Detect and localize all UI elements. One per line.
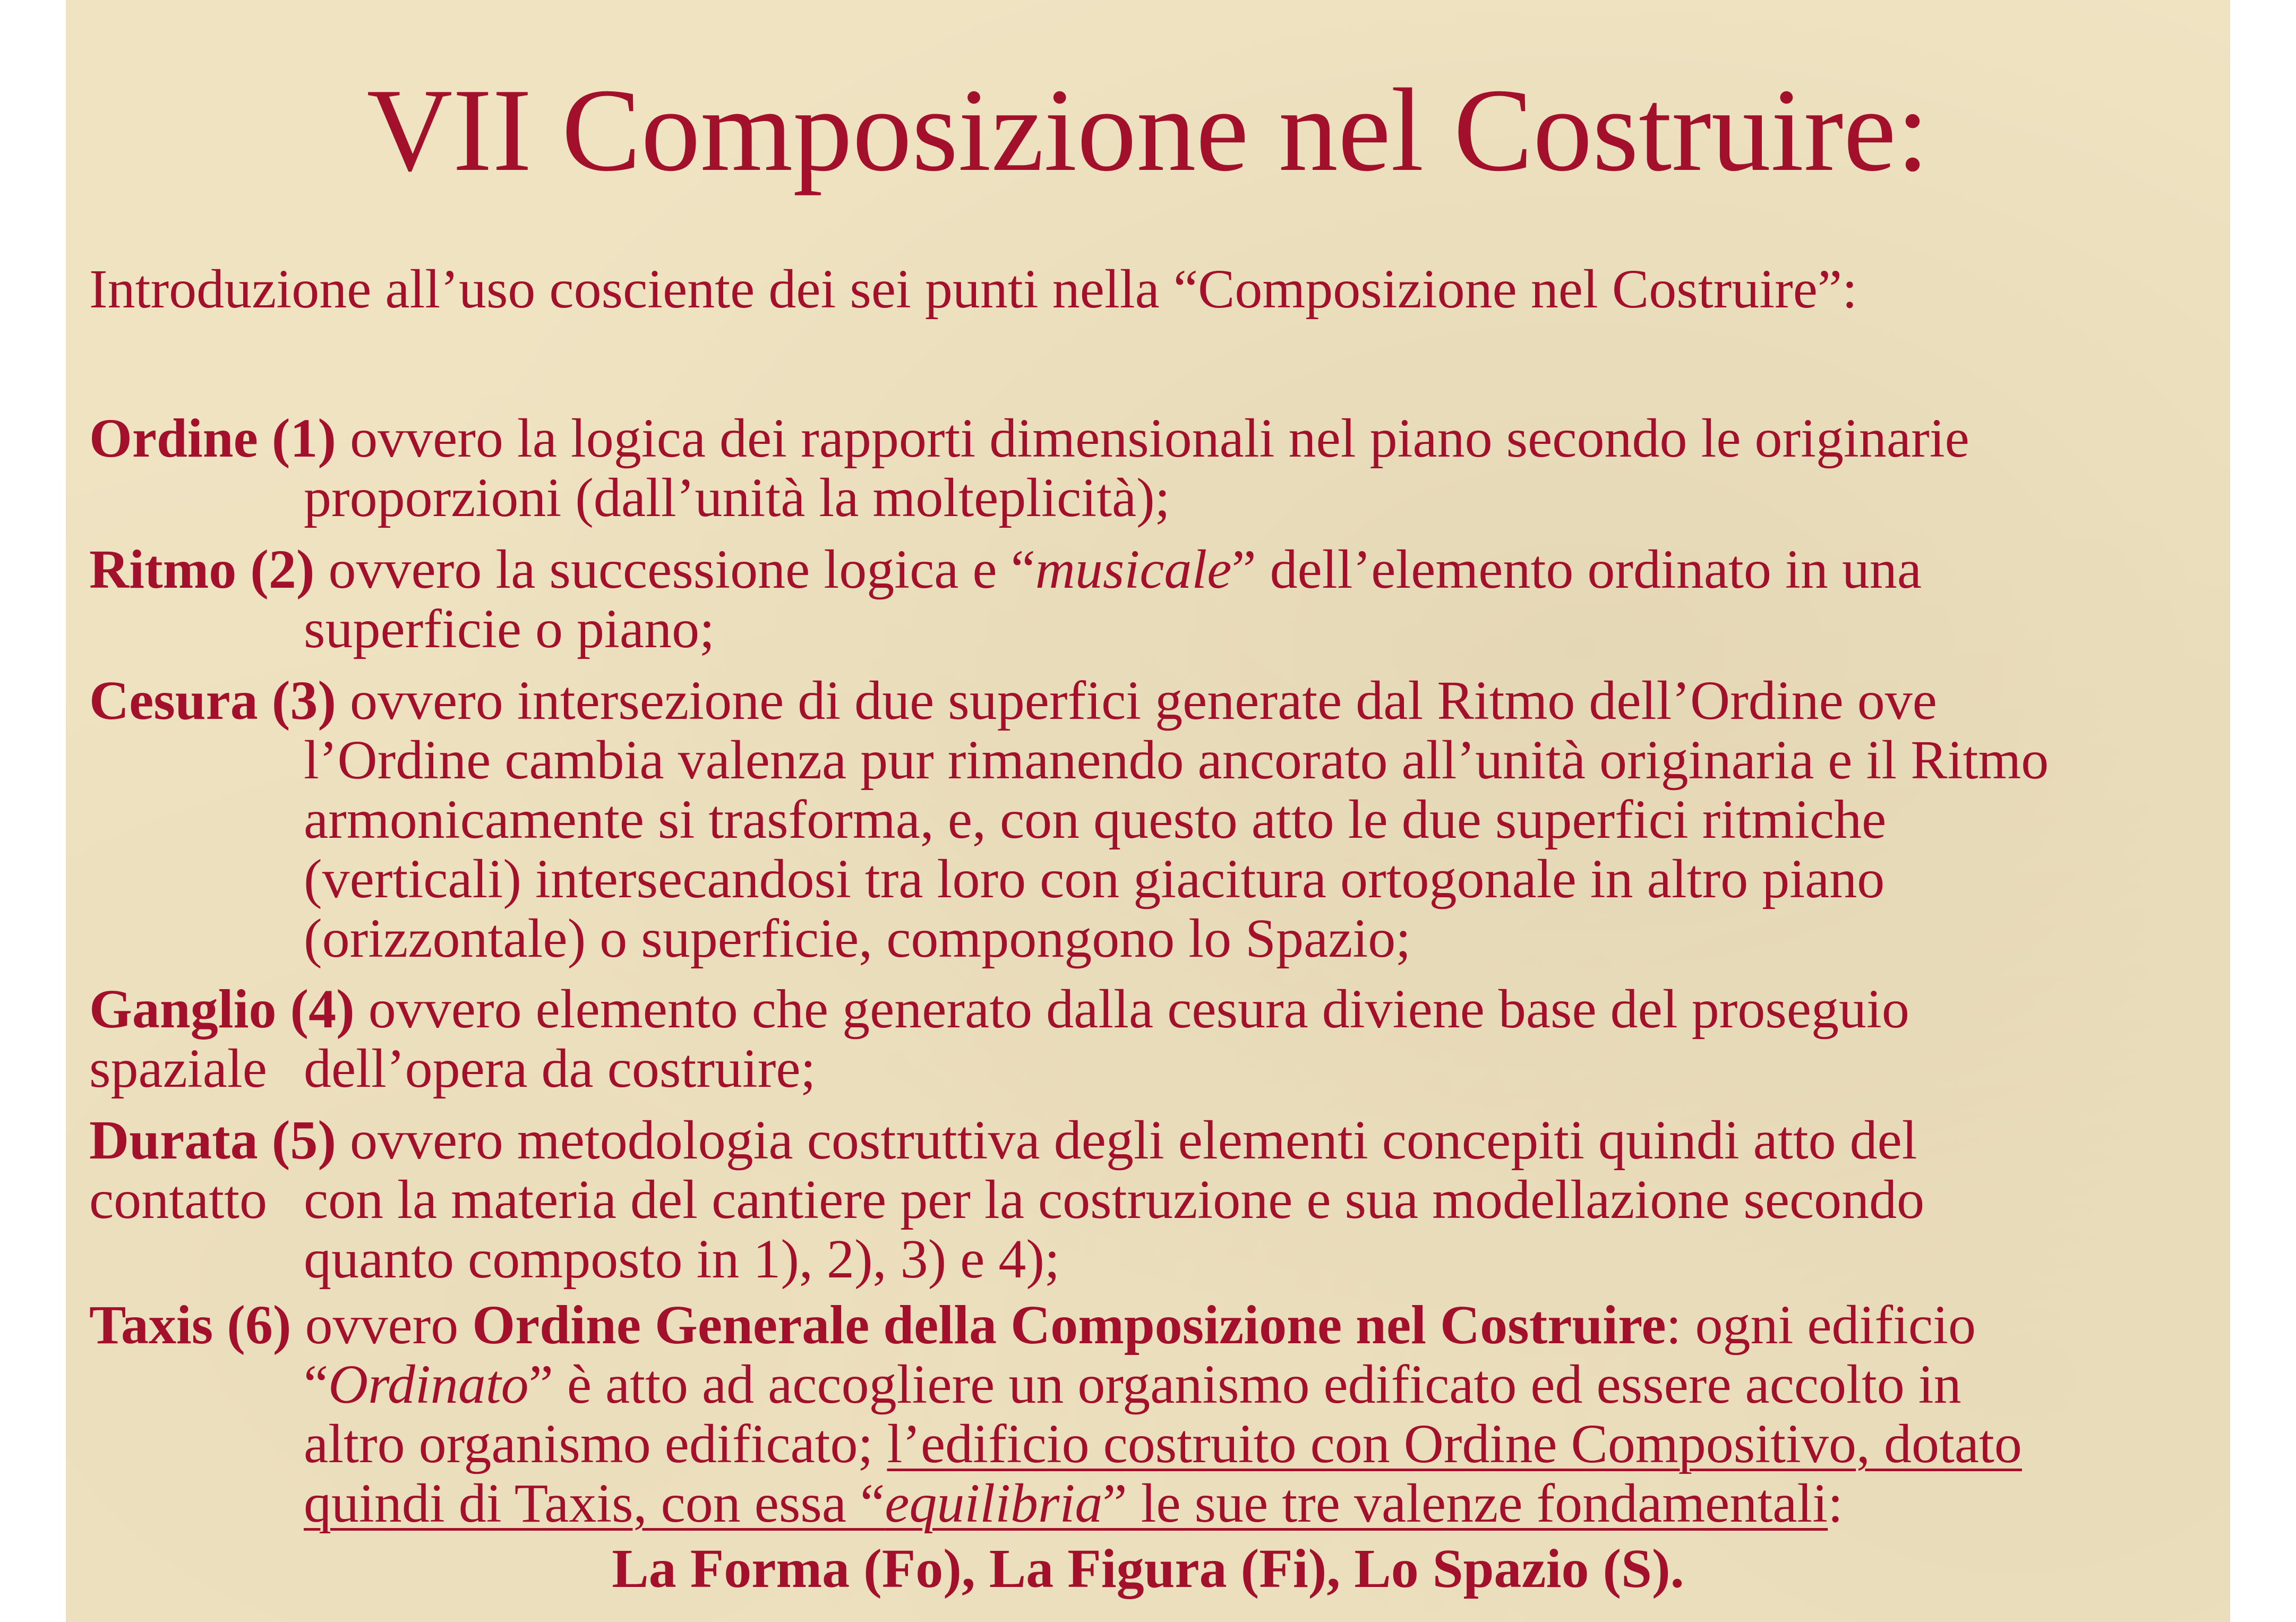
point-italic-text: musicale	[1035, 539, 1232, 600]
point-line: (verticali) intersecandosi tra loro con giacitura ortogonale in altro piano	[304, 848, 1885, 909]
point-term: Cesura (3)	[89, 670, 337, 731]
point-text: “	[304, 1354, 329, 1415]
point-line	[89, 409, 2213, 468]
point-text: dell’opera da costruire;	[304, 1038, 816, 1099]
point-term: Ritmo (2)	[89, 539, 315, 600]
point-term: Durata (5)	[89, 1110, 337, 1171]
point-line	[89, 980, 2213, 1039]
point-line	[89, 1414, 2213, 1474]
point-text: ovvero intersezione di due superfici generate dal Ritmo dell’Ordine ove	[336, 670, 1937, 731]
point-text: ovvero la successione logica e “	[314, 539, 1035, 600]
point-line	[89, 1111, 2213, 1170]
point-text: : ogni edificio	[1666, 1294, 1976, 1355]
point-underlined-text	[304, 1473, 1828, 1534]
point-term: Ganglio (4)	[89, 979, 355, 1040]
point-text: ovvero elemento che generato dalla cesura diviene base del proseguio	[354, 979, 1909, 1040]
point-italic-text: equilibria	[885, 1473, 1103, 1534]
point-italic-text: Ordinato	[328, 1354, 529, 1415]
point-line	[89, 540, 2213, 599]
point-text: ovvero la logica dei rapporti dimensionali nel piano secondo le originarie	[336, 408, 1969, 469]
point-line	[89, 1474, 2213, 1533]
point-line: armonicamente si trasforma, e, con questo atto le due superfici ritmiche	[304, 789, 1887, 850]
point-text: ” le sue tre valenze fondamentali	[1102, 1473, 1828, 1534]
point-text: ” è atto ad accogliere un organismo edificato ed essere accolto in	[528, 1354, 1961, 1415]
closing-statement: La Forma (Fo), La Figura (Fi), Lo Spazio (S).	[612, 1538, 1684, 1599]
point-term: Taxis (6)	[89, 1294, 292, 1355]
point-ordine	[89, 409, 2213, 528]
point-ganglio	[89, 980, 2213, 1099]
intro-text: Introduzione all’uso cosciente dei sei punti nella “Composizione nel Costruire”:	[89, 259, 1857, 320]
document-page	[66, 0, 2230, 1622]
point-line: l’Ordine cambia valenza pur rimanendo ancorato all’unità originaria e il Ritmo	[304, 730, 2049, 791]
point-line: proporzioni (dall’unità la molteplicità);	[304, 467, 1170, 528]
point-bold-text: Ordine Generale della Composizione nel Costruire	[472, 1294, 1666, 1355]
point-text: ovvero	[291, 1294, 473, 1355]
point-term: Ordine (1)	[89, 408, 337, 469]
point-line: superficie o piano;	[304, 598, 715, 659]
point-side-word: spaziale	[89, 1038, 267, 1099]
point-line	[89, 1355, 2213, 1414]
point-taxis	[89, 1295, 2213, 1533]
point-line	[89, 1039, 2213, 1099]
point-text: con la materia del cantiere per la costruzione e sua modellazione secondo	[304, 1169, 1925, 1230]
page-title: VII Composizione nel Costruire:	[366, 64, 1930, 196]
point-line: (orizzontale) o superficie, compongono lo Spazio;	[304, 908, 1411, 969]
point-line	[89, 1170, 2213, 1230]
point-cesura	[89, 671, 2213, 968]
point-text: ” dell’elemento ordinato in una	[1231, 539, 1922, 600]
point-ritmo	[89, 540, 2213, 659]
point-line: quanto composto in 1), 2), 3) e 4);	[304, 1229, 1060, 1290]
point-text: ovvero metodologia costruttiva degli elementi concepiti quindi atto del	[336, 1110, 1917, 1171]
point-line	[89, 671, 2213, 731]
point-underlined-text: l’edificio costruito con Ordine Compositivo, dotato	[887, 1413, 2022, 1474]
point-line	[89, 1295, 2213, 1355]
point-text: quindi di Taxis, con essa “	[304, 1473, 885, 1534]
point-text: :	[1828, 1473, 1844, 1534]
point-durata	[89, 1111, 2213, 1289]
point-text: altro organismo edificato;	[304, 1413, 887, 1474]
point-side-word: contatto	[89, 1169, 268, 1230]
